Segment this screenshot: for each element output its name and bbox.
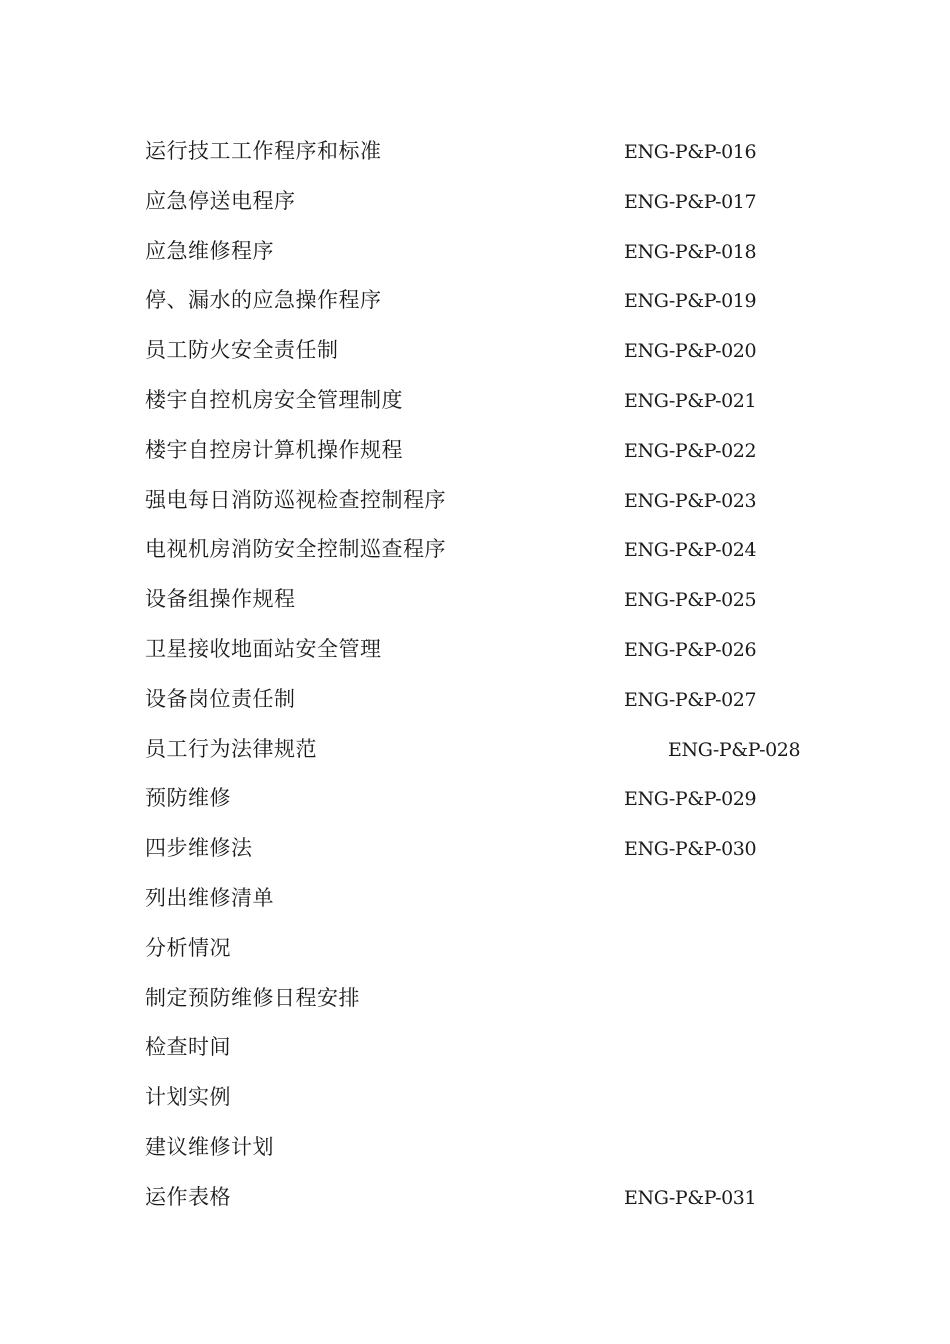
toc-entry-title: 列出维修清单 [145,885,274,910]
toc-entry-code: ENG-P&P-020 [624,340,757,363]
toc-entry-code: ENG-P&P-016 [624,141,757,163]
toc-entry-title: 预防维修 [145,786,231,811]
toc-entry [0,177,950,227]
toc-entry-title: 应急维修程序 [145,238,274,263]
toc-entry-code: ENG-P&P-030 [624,838,757,861]
toc-entry [0,1123,950,1173]
toc-entry [0,426,950,476]
toc-entry-title: 应急停送电程序 [145,188,296,213]
toc-entry-code: ENG-P&P-022 [624,439,757,462]
toc-entry-title: 四步维修法 [145,836,253,861]
toc-entry [0,625,950,675]
toc-entry [0,974,950,1024]
toc-entry-code: ENG-P&P-029 [624,788,757,811]
toc-entry [0,227,950,277]
toc-entry-title: 计划实例 [145,1085,231,1110]
toc-entry-title: 卫星接收地面站安全管理 [145,636,382,661]
toc-entry-title: 运行技工工作程序和标准 [145,139,382,163]
toc-entry-title: 电视机房消防安全控制巡查程序 [145,537,446,562]
toc-entry-title: 设备岗位责任制 [145,686,296,711]
toc-entry [0,824,950,874]
toc-entry [0,1023,950,1073]
toc-entry-title: 建议维修计划 [145,1134,274,1159]
toc-entry-code: ENG-P&P-021 [624,389,757,412]
toc-entry [0,725,950,775]
toc-entry [0,376,950,426]
toc-entry-title: 分析情况 [145,935,231,960]
toc-entry [0,874,950,924]
toc-entry-title: 员工行为法律规范 [145,736,317,761]
toc-entry-code: ENG-P&P-027 [624,688,757,711]
toc-entry [0,525,950,575]
toc-entry-title: 楼宇自控机房安全管理制度 [145,387,403,412]
toc-entry [0,774,950,824]
toc-entry-code: ENG-P&P-025 [624,589,757,612]
toc-entry-code: ENG-P&P-031 [624,1186,757,1209]
toc-entry [0,1073,950,1123]
toc-entry-code: ENG-P&P-026 [624,638,757,661]
toc-entry-title: 运作表格 [145,1184,231,1209]
toc-entry-code: ENG-P&P-028 [668,738,801,761]
toc-entry-title: 检查时间 [145,1035,231,1060]
toc-entry [0,1173,950,1223]
toc-entry [0,326,950,376]
toc-entry-title: 楼宇自控房计算机操作规程 [145,437,403,462]
toc-entry-code: ENG-P&P-017 [624,190,757,213]
toc-entry-title: 制定预防维修日程安排 [145,985,360,1010]
toc-entry [0,924,950,974]
toc-entry-code: ENG-P&P-018 [624,240,757,263]
table-of-contents [0,127,950,1223]
toc-entry-code: ENG-P&P-019 [624,290,757,313]
toc-entry [0,675,950,725]
toc-entry [0,276,950,326]
toc-entry [0,575,950,625]
toc-entry-code: ENG-P&P-023 [624,489,757,512]
toc-entry-title: 停、漏水的应急操作程序 [145,288,382,313]
toc-entry-code: ENG-P&P-024 [624,539,757,562]
toc-entry [0,127,950,177]
toc-entry-title: 员工防火安全责任制 [145,338,339,363]
toc-entry-title: 强电每日消防巡视检查控制程序 [145,487,446,512]
toc-entry-title: 设备组操作规程 [145,587,296,612]
toc-entry [0,476,950,526]
